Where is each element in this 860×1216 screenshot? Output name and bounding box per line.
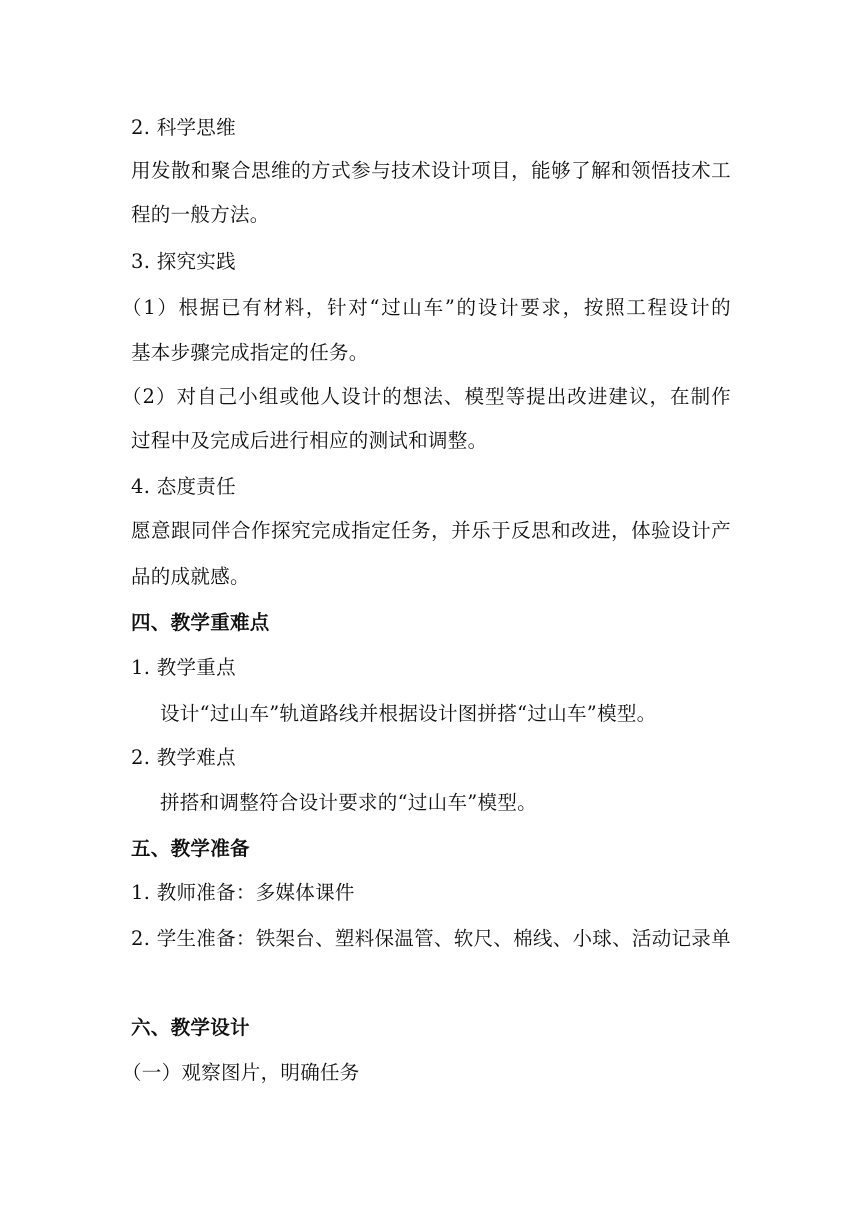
item-4-line-2: 品的成就感。 [131,565,250,588]
item-4-line-1: 愿意跟同伴合作探究完成指定任务，并乐于反思和改进，体验设计产 [131,519,731,542]
key-point-text: 设计“过山车”轨道路线并根据设计图拼搭“过山车”模型。 [160,702,657,725]
difficult-point-heading: 2. 教学难点 [131,746,236,769]
item-3-paragraph-2-line-1: （2）对自己小组或他人设计的想法、模型等提出改进建议，在制作 [122,385,731,408]
item-3-paragraph-1-line-1: （1）根据已有材料，针对“过山车”的设计要求，按照工程设计的 [122,296,731,319]
section-6-title: 六、教学设计 [131,1016,250,1039]
subsection-1-title: （一）观察图片，明确任务 [122,1061,360,1084]
teacher-preparation: 1. 教师准备：多媒体课件 [131,881,355,904]
item-3-paragraph-1-line-2: 基本步骤完成指定的任务。 [131,341,369,364]
key-point-heading: 1. 教学重点 [131,656,236,679]
section-5-title: 五、教学准备 [131,837,250,860]
item-3-heading: 3. 探究实践 [131,250,236,273]
student-preparation: 2. 学生准备：铁架台、塑料保温管、软尺、棉线、小球、活动记录单 [131,927,731,950]
section-4-title: 四、教学重难点 [131,611,270,634]
item-2-science-heading: 2. 科学思维 [131,116,236,139]
difficult-point-text: 拼搭和调整符合设计要求的“过山车”模型。 [160,791,537,814]
item-2-science-line-1: 用发散和聚合思维的方式参与技术设计项目，能够了解和领悟技术工 [131,159,731,182]
item-3-paragraph-2-line-2: 过程中及完成后进行相应的测试和调整。 [131,429,488,452]
item-4-heading: 4. 态度责任 [131,475,236,498]
item-2-science-line-2: 程的一般方法。 [131,203,270,226]
